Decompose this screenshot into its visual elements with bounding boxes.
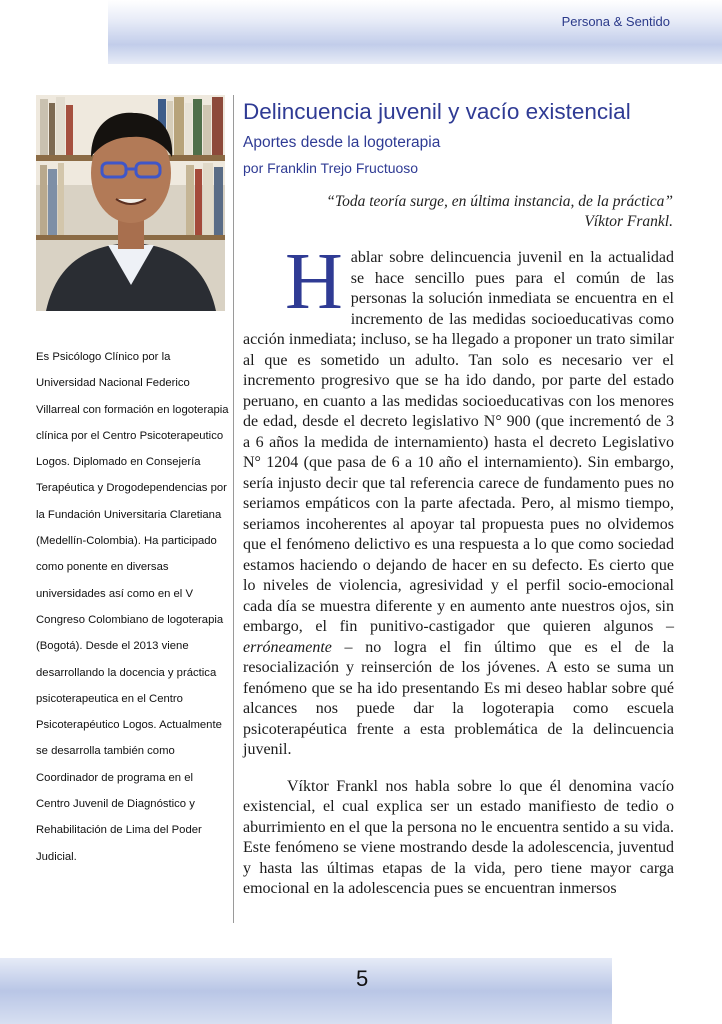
author-portrait-image <box>36 95 225 311</box>
author-photo <box>36 95 225 311</box>
header-band-left <box>0 0 108 64</box>
epigraph-author: Víktor Frankl. <box>584 213 673 230</box>
epigraph-text: “Toda teoría surge, en última instancia, de la práctica” <box>326 193 673 210</box>
article-body <box>243 238 674 900</box>
author-bio: Es Psicólogo Clínico por la Universidad Nacional Federico Villarreal con formación en logoterapia clínica por el Centro Psicoterapeutico Logos. Diplomado en Consejería Terapéutica y Drogodependencias por la Fundación Universitaria Claretiana (Medellín-Colombia). Ha participado como ponente en diversas universidades así como en el V Congreso Colombiano de logoterapia (Bogotá). Desde el 2013 viene desarrollando la docencia y práctica psicoterapeutica en el Centro Psicoterapéutico Logos. Actualmente se desarrolla también como Coordinador de programa en el Centro Juvenil de Diagnóstico y Rehabilitación de Lima del Poder Judicial. <box>36 351 229 863</box>
paragraph-2: Víktor Frankl nos habla sobre lo que él denomina vacío existencial, el cual explica ser un estado manifiesto de tedio o aburrimiento en el que la persona no le encuentra sentido a su vida. Este fenómeno se viene mostrando desde la adolescencia, juventud y hasta las últimas etapas de la vida, pero tiene mayor carga emocional en la adolescencia pues se encuentran inmersos <box>243 777 674 897</box>
epigraph <box>243 192 673 232</box>
column-divider <box>233 95 234 923</box>
page-number: 5 <box>356 966 369 991</box>
paragraph-1 <box>243 238 674 761</box>
paragraph-1-italic: erróneamente <box>243 638 332 656</box>
drop-cap: H <box>285 238 343 326</box>
magazine-title: Persona & Sentido <box>561 14 670 29</box>
article-subtitle: Aportes desde la logoterapia <box>243 134 441 151</box>
footer-band-right <box>612 958 722 1024</box>
article-title: Delincuencia juvenil y vacío existencial <box>243 99 631 124</box>
header-band <box>0 0 722 64</box>
article-author: por Franklin Trejo Fructuoso <box>243 160 419 176</box>
paragraph-1-text-b: – no logra el fin último que es el de la resocialización y reinserción de los jóvenes. A esto se suma un fenómeno que se ha ido presentando Es mi deseo hablar sobre qué alcances nos puede dar la logoterapia como escuela psicoterapéutica frente a esta problemática de la delincuencia juvenil. <box>243 638 674 758</box>
paragraph-1-text-a: ablar sobre delincuencia juvenil en la actualidad se hace sencillo pues para el común de las personas la solución inmediata se encuentra en el incremento de las medidas socioeducativas como acción inmediata; incluso, se ha llegado a proponer un trato similar al que es sometido un adulto. Tan solo es necesario ver el incremento progresivo que se ha ido dando, por parte del estado peruano, en cuanto a las medidas socioeducativas con los menores de edad, desde el decreto legislativo N° 900 (que incrementó de 3 a 6 años la medida de internamiento) hasta el decreto Legislativo N° 1204 (que pasa de 6 a 10 año el internamiento). Sin embargo, sería injusto decir que tal referencia carece de fundamento pues no seriamos empáticos con la parte afectada. Pero, al mismo tiempo, seriamos incoherentes al apoyar tal propuesta pues no olvidemos que el fenómeno delictivo es una respuesta a lo que como sociedad estamos haciendo o dejando de hacer en su defecto. Es cierto que lo niveles de violencia, agresividad y el perfil socio-emocional cada día se muestra diferente y en aumento ante nuestros ojos, sin embargo, el fin punitivo-castigador que quieren algunos – <box>243 249 674 635</box>
